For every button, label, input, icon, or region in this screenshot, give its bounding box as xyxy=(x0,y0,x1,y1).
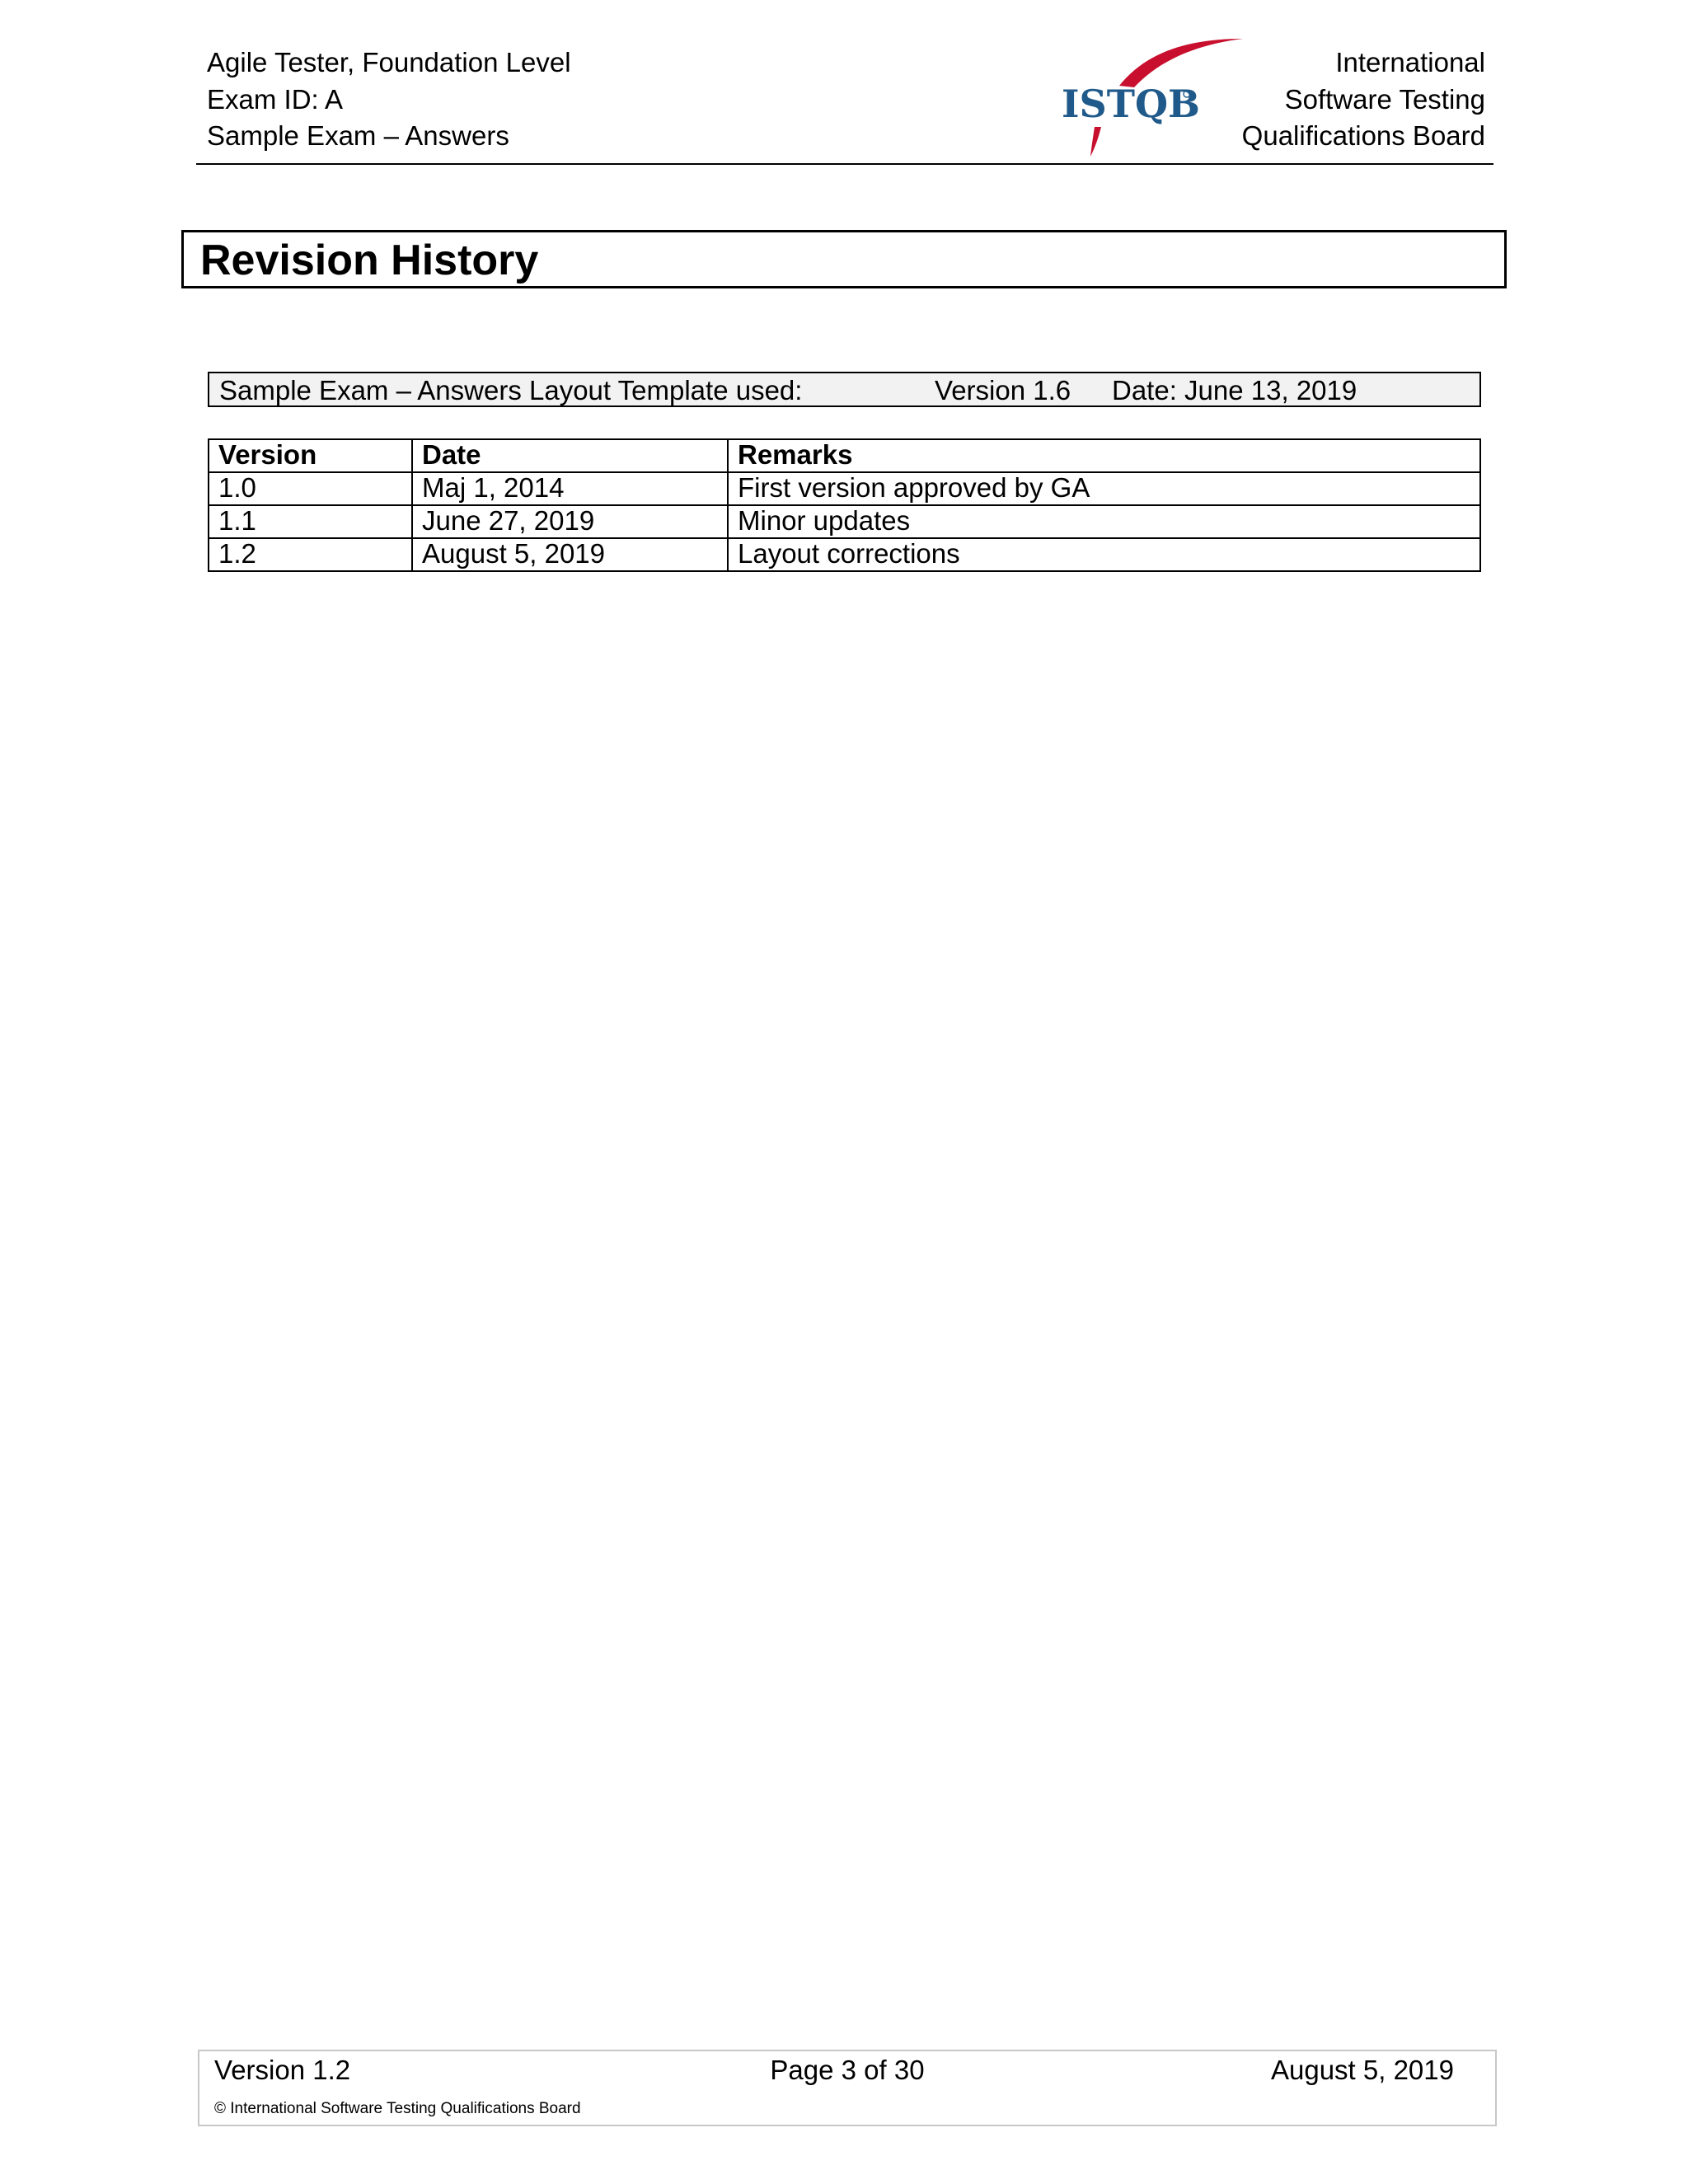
logo-swoosh xyxy=(1119,39,1243,87)
cell-version: 1.1 xyxy=(209,505,412,538)
header-divider xyxy=(196,163,1493,165)
header-doc-type: Sample Exam – Answers xyxy=(207,120,509,151)
table-row xyxy=(209,538,1480,571)
cell-remarks: First version approved by GA xyxy=(728,472,1480,505)
cell-version: 1.0 xyxy=(209,472,412,505)
header-course-title: Agile Tester, Foundation Level xyxy=(207,47,571,77)
header-remarks: Remarks xyxy=(728,439,1480,472)
table-row xyxy=(209,472,1480,505)
cell-date: Maj 1, 2014 xyxy=(412,472,728,505)
table-row xyxy=(209,505,1480,538)
template-label: Sample Exam – Answers Layout Template used: xyxy=(219,375,803,405)
section-heading-box xyxy=(181,230,1507,288)
cell-version: 1.2 xyxy=(209,538,412,571)
cell-remarks: Minor updates xyxy=(728,505,1480,538)
page-footer xyxy=(198,2050,1497,2126)
logo-wordmark: ISTQB xyxy=(1062,82,1200,126)
cell-remarks: Layout corrections xyxy=(728,538,1480,571)
section-title: Revision History xyxy=(200,237,539,284)
template-date: Date: June 13, 2019 xyxy=(1112,375,1357,405)
footer-page-number: Page 3 of 30 xyxy=(770,2055,925,2085)
cell-date: August 5, 2019 xyxy=(412,538,728,571)
cell-date: June 27, 2019 xyxy=(412,505,728,538)
footer-version: Version 1.2 xyxy=(214,2055,351,2085)
header-org-line-3: Qualifications Board xyxy=(1241,120,1485,151)
revision-table xyxy=(208,438,1481,572)
logo-tail xyxy=(1090,127,1101,157)
header-left xyxy=(207,45,571,155)
istqb-logo xyxy=(1062,35,1245,160)
table-header-row xyxy=(209,439,1480,472)
header-right xyxy=(1242,45,1485,155)
template-version: Version 1.6 xyxy=(935,375,1071,405)
footer-copyright: © International Software Testing Qualifications Board xyxy=(214,2100,581,2117)
template-info-box xyxy=(208,372,1481,407)
header-version: Version xyxy=(209,439,412,472)
footer-date: August 5, 2019 xyxy=(1270,2055,1454,2085)
header-org-line-1: International xyxy=(1335,47,1485,77)
header-exam-id: Exam ID: A xyxy=(207,83,344,115)
header-date: Date xyxy=(412,439,728,472)
header-org-line-2: Software Testing xyxy=(1284,83,1485,115)
